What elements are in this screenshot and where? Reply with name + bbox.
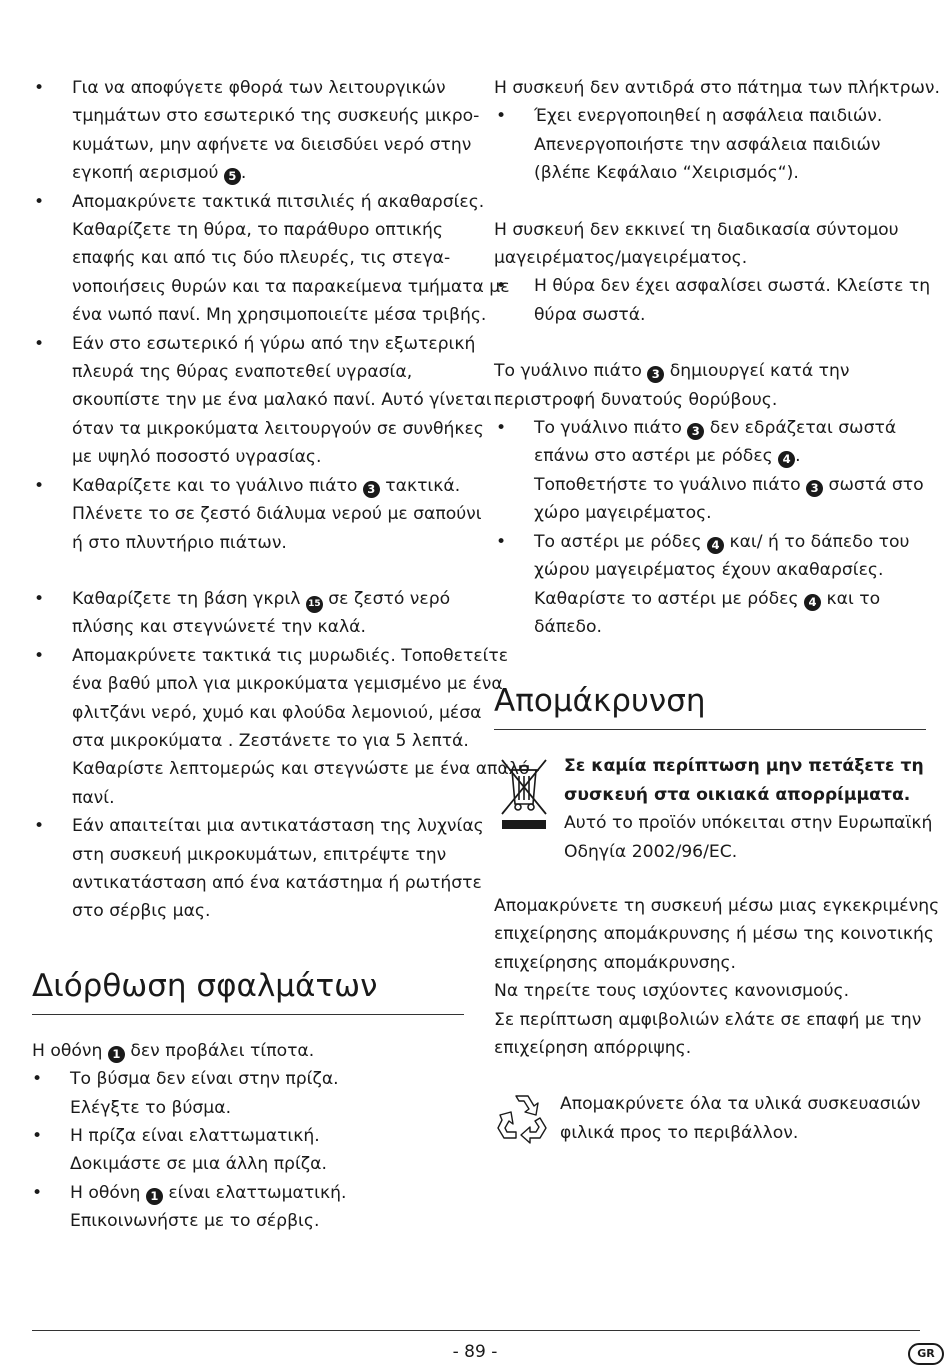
spacer bbox=[494, 1062, 926, 1090]
text-line bbox=[534, 471, 926, 499]
text-fragment: είναι ελαττωματική. bbox=[162, 1182, 347, 1203]
text-line: δάπεδο. bbox=[534, 616, 602, 637]
text-line: επιχείρησης απομάκρυνσης. bbox=[494, 952, 737, 973]
part-number-badge: 3 bbox=[806, 480, 823, 497]
list-item bbox=[494, 102, 926, 187]
text-line: σκουπίστε την με ένα μαλακό πανί. Αυτό γίνεται bbox=[72, 390, 492, 411]
text-line: • Το βύσμα δεν είναι στην πρίζα. bbox=[70, 1069, 339, 1090]
text-fragment: επάνω στο αστέρι με ρόδες bbox=[534, 446, 779, 467]
text-line: Καθαρίζετε τη θύρα, το παράθυρο οπτικής bbox=[72, 220, 443, 241]
list-item bbox=[32, 472, 482, 557]
text-line: νοποιήσεις θυρών και τα παρακείμενα τμήματα με bbox=[72, 276, 510, 297]
text-line: Σε καμία περίπτωση μην πετάξετε τη bbox=[564, 756, 924, 777]
text-line: Καθαρίστε λεπτομερώς και στεγνώστε με ένα απαλό bbox=[72, 759, 530, 780]
list-item bbox=[32, 812, 484, 926]
list-item bbox=[32, 188, 510, 330]
text-fragment: δημιουργεί κατά την bbox=[664, 361, 850, 382]
text-line: θύρα σωστά. bbox=[534, 304, 646, 325]
text-line: Πλένετε το σε ζεστό διάλυμα νερού με σαπούνι bbox=[72, 504, 482, 525]
text-line: Απενεργοποιήστε την ασφάλεια παιδιών bbox=[534, 134, 881, 155]
part-number-badge: 3 bbox=[363, 481, 380, 498]
section-title-disposal: Απομάκρυνση bbox=[494, 681, 926, 730]
text-fragment: . bbox=[795, 446, 801, 467]
part-number-badge: 4 bbox=[804, 594, 821, 611]
text-line: συσκευή στα οικιακά απορρίμματα. bbox=[564, 784, 911, 805]
packaging-note bbox=[494, 1090, 926, 1152]
text-fragment: Καθαρίζετε και το γυάλινο πιάτο bbox=[72, 475, 363, 496]
right-column bbox=[494, 74, 940, 1152]
text-line bbox=[534, 585, 926, 613]
text-line: • Έχει ενεργοποιηθεί η ασφάλεια παιδιών. bbox=[534, 106, 883, 127]
list-item bbox=[494, 272, 931, 329]
text-line: Ελέγξτε το βύσμα. bbox=[70, 1097, 232, 1118]
text-line bbox=[534, 528, 926, 556]
text-line: Επικοινωνήστε με το σέρβις. bbox=[70, 1211, 320, 1232]
text-fragment: σε ζεστό νερό bbox=[322, 588, 451, 609]
care-list-2 bbox=[32, 585, 530, 926]
list-item bbox=[494, 414, 926, 528]
text-line: ένα βαθύ μπολ για μικροκύματα γεμισμένο με ένα bbox=[72, 674, 503, 695]
text-line: στη συσκευή μικροκυμάτων, επιτρέψτε την bbox=[72, 844, 447, 865]
list-item bbox=[32, 642, 530, 812]
text-line: πανί. bbox=[72, 787, 115, 808]
text-fragment: εγκοπή αερισμού bbox=[72, 163, 224, 184]
text-line: ή στο πλυντήριο πιάτων. bbox=[72, 532, 287, 553]
part-number-badge: 1 bbox=[108, 1046, 125, 1063]
text-line: φιλικά προς το περιβάλλον. bbox=[560, 1122, 799, 1143]
text-fragment: Το αστέρι με ρόδες bbox=[534, 531, 707, 552]
left-column bbox=[32, 74, 530, 1236]
spacer bbox=[494, 641, 926, 681]
text-fragment: Η οθόνη bbox=[32, 1040, 108, 1061]
problem-heading: περιστροφή δυνατούς θορύβους. bbox=[494, 389, 778, 410]
text-fragment: . bbox=[240, 163, 247, 184]
text-line: επιχείρηση απόρριψης. bbox=[494, 1037, 692, 1058]
part-number-badge: 5 bbox=[224, 168, 241, 185]
section-title-troubleshooting: Διόρθωση σφαλμάτων bbox=[32, 966, 464, 1015]
care-list bbox=[32, 74, 510, 557]
spacer bbox=[494, 329, 926, 357]
text-fragment: δεν εδράζεται σωστά bbox=[704, 418, 897, 439]
display-solutions-list bbox=[30, 1065, 464, 1235]
weee-notice bbox=[494, 752, 933, 866]
text-fragment: τακτικά. bbox=[379, 475, 461, 496]
text-line: επιχείρησης απομάκρυνσης ή μέσω της κοινοτικής bbox=[494, 924, 934, 945]
text-line: • Η πρίζα είναι ελαττωματική. bbox=[70, 1126, 320, 1146]
part-number-badge: 3 bbox=[647, 366, 664, 383]
list-item bbox=[30, 1065, 464, 1122]
disposal-paragraph bbox=[494, 892, 940, 1062]
text-line: ένα νωπό πανί. Μη χρησιμοποιείτε μέσα τριβής. bbox=[72, 305, 487, 326]
footer-divider bbox=[32, 1330, 920, 1331]
text-line: τμημάτων στο εσωτερικό της συσκευής μικρο- bbox=[72, 106, 480, 127]
text-line: Να τηρείτε τους ισχύοντες κανονισμούς. bbox=[494, 981, 850, 1002]
crossed-out-wheelie-bin-icon bbox=[498, 756, 550, 832]
text-line: κυμάτων, μην αφήνετε να διεισδύει νερό στην bbox=[72, 134, 472, 155]
list-item bbox=[32, 585, 464, 642]
text-line: φλιτζάνι νερό, χυμό και φλούδα λεμονιού, μέσα bbox=[72, 702, 482, 723]
text-line: χώρου μαγειρέματος έχουν ακαθαρσίες. bbox=[534, 560, 884, 581]
text-line: Απομακρύνετε όλα τα υλικά συσκευασιών bbox=[560, 1094, 921, 1115]
plate-solutions-list bbox=[494, 414, 926, 641]
text-line bbox=[72, 472, 464, 500]
text-line: αντικατάσταση από ένα κατάστημα ή ρωτήστε bbox=[72, 872, 482, 893]
part-number-badge: 1 bbox=[146, 1188, 163, 1205]
country-badge: GR bbox=[908, 1343, 944, 1365]
text-fragment: δεν προβάλει τίποτα. bbox=[124, 1040, 315, 1061]
text-line: Αυτό το προϊόν υπόκειται στην Ευρωπαϊκή bbox=[564, 813, 933, 834]
text-line: με υψηλό ποσοστό υγρασίας. bbox=[72, 447, 322, 468]
text-fragment: Η οθόνη bbox=[70, 1182, 146, 1203]
text-line: Οδηγία 2002/96/EC. bbox=[564, 841, 738, 862]
text-fragment: και/ ή το δάπεδο του bbox=[724, 531, 910, 552]
text-line: στο σέρβις μας. bbox=[72, 901, 211, 922]
page-number: - 89 - bbox=[452, 1342, 498, 1362]
problem-heading: μαγειρέματος/μαγειρέματος. bbox=[494, 248, 748, 269]
text-line: • Εάν στο εσωτερικό ή γύρω από την εξωτερική bbox=[72, 333, 476, 354]
text-fragment: Το γυάλινο πιάτο bbox=[534, 418, 688, 439]
text-fragment: Τοποθετήστε το γυάλινο πιάτο bbox=[534, 474, 807, 495]
text-line: • Η θύρα δεν έχει ασφαλίσει σωστά. Κλείστε τη bbox=[534, 276, 931, 297]
text-line: πλύσης και στεγνώνετέ την καλά. bbox=[72, 617, 366, 638]
list-item bbox=[30, 1179, 464, 1236]
text-line bbox=[72, 585, 464, 613]
recycling-arrows-icon bbox=[494, 1090, 552, 1148]
list-item bbox=[494, 528, 926, 642]
spacer bbox=[494, 866, 926, 892]
text-line: Δοκιμάστε σε μια άλλη πρίζα. bbox=[70, 1154, 327, 1175]
text-line bbox=[534, 414, 926, 442]
text-line: στα μικροκύματα . Ζεστάνετε το για 5 λεπτά. bbox=[72, 730, 469, 751]
part-number-badge: 4 bbox=[707, 537, 724, 554]
text-fragment: Το γυάλινο πιάτο bbox=[494, 361, 648, 382]
text-line: • Για να αποφύγετε φθορά των λειτουργικών bbox=[72, 78, 446, 98]
spacer bbox=[32, 926, 464, 966]
text-fragment: σωστά στο bbox=[823, 474, 924, 495]
keys-solutions-list bbox=[494, 102, 926, 187]
list-item bbox=[30, 1122, 464, 1179]
part-number-badge: 3 bbox=[687, 423, 704, 440]
text-line: όταν τα μικροκύματα λειτουργούν σε συνθήκες bbox=[72, 418, 484, 439]
text-line: • Απομακρύνετε τακτικά πιτσιλιές ή ακαθαρσίες. bbox=[72, 191, 485, 212]
text-line: • Απομακρύνετε τακτικά τις μυρωδιές. Τοποθετείτε bbox=[72, 645, 509, 666]
spacer bbox=[32, 557, 464, 585]
text-line: Απομακρύνετε τη συσκευή μέσω μιας εγκεκριμένης bbox=[494, 895, 940, 916]
part-number-badge: 4 bbox=[778, 451, 795, 468]
start-solutions-list bbox=[494, 272, 931, 329]
text-line bbox=[534, 442, 926, 470]
problem-heading bbox=[32, 1037, 464, 1065]
text-line bbox=[70, 1179, 464, 1207]
text-line: • Εάν απαιτείται μια αντικατάσταση της λυχνίας bbox=[72, 816, 484, 837]
problem-heading: Η συσκευή δεν αντιδρά στο πάτημα των πλήκτρων. bbox=[494, 78, 940, 98]
problem-heading: Η συσκευή δεν εκκινεί τη διαδικασία σύντομου bbox=[494, 219, 899, 240]
text-line: χώρο μαγειρέματος. bbox=[534, 503, 712, 524]
text-line: επαφής και από τις δύο πλευρές, τις στεγα- bbox=[72, 248, 451, 269]
text-fragment: Καθαρίστε το αστέρι με ρόδες bbox=[534, 588, 805, 609]
part-number-badge: 15 bbox=[306, 596, 323, 613]
text-line bbox=[72, 159, 464, 187]
text-line: Σε περίπτωση αμφιβολιών ελάτε σε επαφή με την bbox=[494, 1009, 922, 1030]
spacer bbox=[494, 188, 926, 216]
text-line: (βλέπε Κεφάλαιο “Χειρισμός“). bbox=[534, 163, 799, 184]
text-fragment: και το bbox=[821, 588, 881, 609]
problem-heading bbox=[494, 357, 926, 385]
text-fragment: Καθαρίζετε τη βάση γκριλ bbox=[72, 588, 306, 609]
list-item bbox=[32, 74, 480, 188]
text-line: πλευρά της θύρας εναποτεθεί υγρασία, bbox=[72, 362, 413, 383]
list-item bbox=[32, 330, 492, 472]
